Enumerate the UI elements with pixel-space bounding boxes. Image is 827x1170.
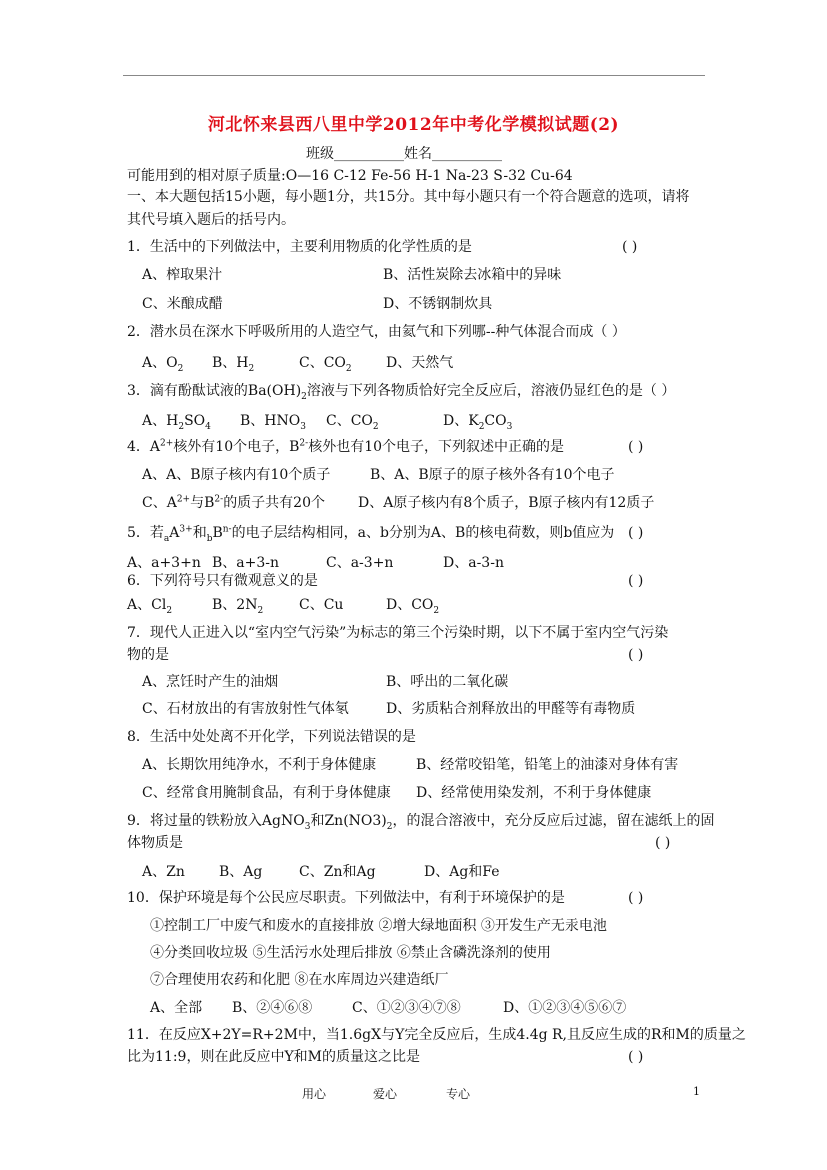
q6-option-d: D、$CO_2$ [386,597,440,616]
q10-item-line2: ④分类回收垃圾 ⑤生活污水处理后排放 ⑥禁止含磷洗涤剂的使用 [150,945,551,961]
q4-stem: 4．$A^{2+}$核外有10个电子，$B^{2-}$核外也有10个电子，下列叙述中正确的是 [127,438,565,455]
q9-option-c: C、Zn和Ag [299,864,376,880]
q8-option-b: B、经常咬铅笔，铅笔上的油漆对身体有害 [416,757,679,773]
q1-option-a: A、榨取果汁 [142,267,223,283]
q4-option-c: C、$A^{2+}$与$B^{2-}$的质子共有20个 [142,494,326,511]
q5-option-b: B、a+3-n [212,555,280,571]
q7-option-b: B、呼出的二氧化碳 [386,674,509,690]
q7-option-c: C、石材放出的有害放射性气体氡 [142,701,349,717]
page-number: 1 [693,1085,700,1098]
q5-answer-paren: ( ) [628,525,644,541]
q10-option-b: B、②④⑥⑧ [232,1000,313,1016]
q10-answer-paren: ( ) [628,890,644,906]
q9-option-b: B、Ag [219,864,263,880]
q1-stem: 1．生活中的下列做法中，主要利用物质的化学性质的是 [127,239,472,255]
atomic-mass-line: 可能用到的相对原子质量:O—16 C-12 Fe-56 H-1 Na-23 S-32 Cu-64 [127,168,573,184]
q8-option-c: C、经常食用腌制食品，有利于身体健康 [142,785,391,801]
q7-stem-line1: 7．现代人正进入以“室内空气污染”为标志的第三个污染时期，以下不属于室内空气污染 [127,625,669,641]
q9-option-a: A、Zn [142,864,185,880]
q3-option-b: B、$HNO_3$ [240,413,306,432]
q10-item-line1: ①控制工厂中废气和废水的直接排放 ②增大绿地面积 ③开发生产无汞电池 [150,918,607,934]
q1-answer-paren: ( ) [622,239,638,255]
section-instructions-line1: 一、本大题包括15小题，每小题1分，共15分。其中每小题只有一个符合题意的选项，请将 [127,189,690,205]
page-title: 河北怀来县西八里中学2012年中考化学模拟试题(2) [207,115,620,135]
q9-answer-paren: ( ) [655,835,671,851]
q7-answer-paren: ( ) [628,647,644,663]
q9-stem-line2: 体物质是 [127,835,183,851]
q6-option-b: B、$2N_2$ [212,597,264,616]
q4-option-b: B、A、B原子的原子核外各有10个电子 [370,467,615,483]
q8-stem: 8．生活中处处离不开化学，下列说法错误的是 [127,729,416,745]
q9-stem-line1: 9．将过量的铁粉放入AgNO$_3$和$Zn(NO3)_2$，的混合溶液中，充分反应后过滤，留在滤纸上的固 [127,813,715,832]
q1-option-c: C、米酿成醋 [142,296,223,312]
q5-option-c: C、a-3+n [326,555,394,571]
footer-word-3: 专心 [446,1087,471,1101]
header-rule [123,75,705,76]
q10-option-a: A、全部 [150,1000,203,1016]
q11-answer-paren: ( ) [628,1049,644,1065]
q10-option-c: C、①②③④⑦⑧ [352,1000,461,1016]
q10-stem: 10．保护环境是每个公民应尽职责。下列做法中，有利于环境保护的是 [127,890,565,906]
q11-stem-line1: 11．在反应X+2Y=R+2M中，当1.6gX与Y完全反应后，生成4.4g R,且反应生成的R和M的质量之 [127,1027,746,1043]
q1-option-b: B、活性炭除去冰箱中的异味 [383,267,562,283]
section-instructions-line2: 其代号填入题后的括号内。 [127,212,295,228]
q7-option-d: D、劣质粘合剂释放出的甲醛等有毒物质 [386,701,636,717]
q8-option-d: D、经常使用染发剂，不利于身体健康 [416,785,652,801]
q3-option-d: D、$K_2CO_3$ [443,413,513,432]
q1-option-d: D、不锈钢制炊具 [383,296,493,312]
q5-option-d: D、a-3-n [443,555,504,571]
q10-option-d: D、①②③④⑤⑥⑦ [503,1000,627,1016]
q4-option-a: A、A、B原子核内有10个质子 [142,467,331,483]
q3-option-c: C、$CO_2$ [326,413,379,432]
q6-option-c: C、Cu [299,597,344,613]
q2-option-b: B、$H_2$ [212,355,255,374]
q3-option-a: A、$H_2SO_4$ [142,413,211,432]
q6-option-a: A、$Cl_2$ [127,597,173,616]
q8-option-a: A、长期饮用纯净水，不利于身体健康 [142,757,377,773]
q6-stem: 6．下列符号只有微观意义的是 [127,573,318,589]
q2-option-c: C、$CO_2$ [299,355,352,374]
footer-word-1: 用心 [302,1087,327,1101]
footer-word-2: 爱心 [373,1087,398,1101]
q2-option-d: D、天然气 [386,355,454,371]
q11-stem-line2: 比为11:9，则在此反应中Y和M的质量这之比是 [127,1049,421,1065]
q5-option-a: A、a+3+n [127,555,201,571]
q7-stem-line2: 物的是 [127,647,169,663]
q2-stem: 2．潜水员在深水下呼吸所用的人造空气，由氦气和下列哪--种气体混合而成（ ） [127,324,626,340]
q7-option-a: A、烹饪时产生的油烟 [142,674,279,690]
class-name-line: 班级__________姓名__________ [306,146,502,162]
q4-answer-paren: ( ) [628,439,644,455]
q2-option-a: A、$O_2$ [142,355,184,374]
q5-stem: 5．若$_aA^{3+}$和$_bB^{n-}$的电子层结构相同，a、b分别为A、B的核电荷数，则b值应为 [127,524,615,544]
q10-item-line3: ⑦合理使用农药和化肥 ⑧在水库周边兴建造纸厂 [150,972,449,988]
q4-option-d: D、A原子核内有8个质子，B原子核内有12质子 [358,495,655,511]
q6-answer-paren: ( ) [628,573,644,589]
q3-stem: 3．滴有酚酞试液的$Ba(OH)_2$溶液与下列各物质恰好完全反应后，溶液仍显红色的是（ ） [127,383,676,402]
q9-option-d: D、Ag和Fe [424,864,500,880]
